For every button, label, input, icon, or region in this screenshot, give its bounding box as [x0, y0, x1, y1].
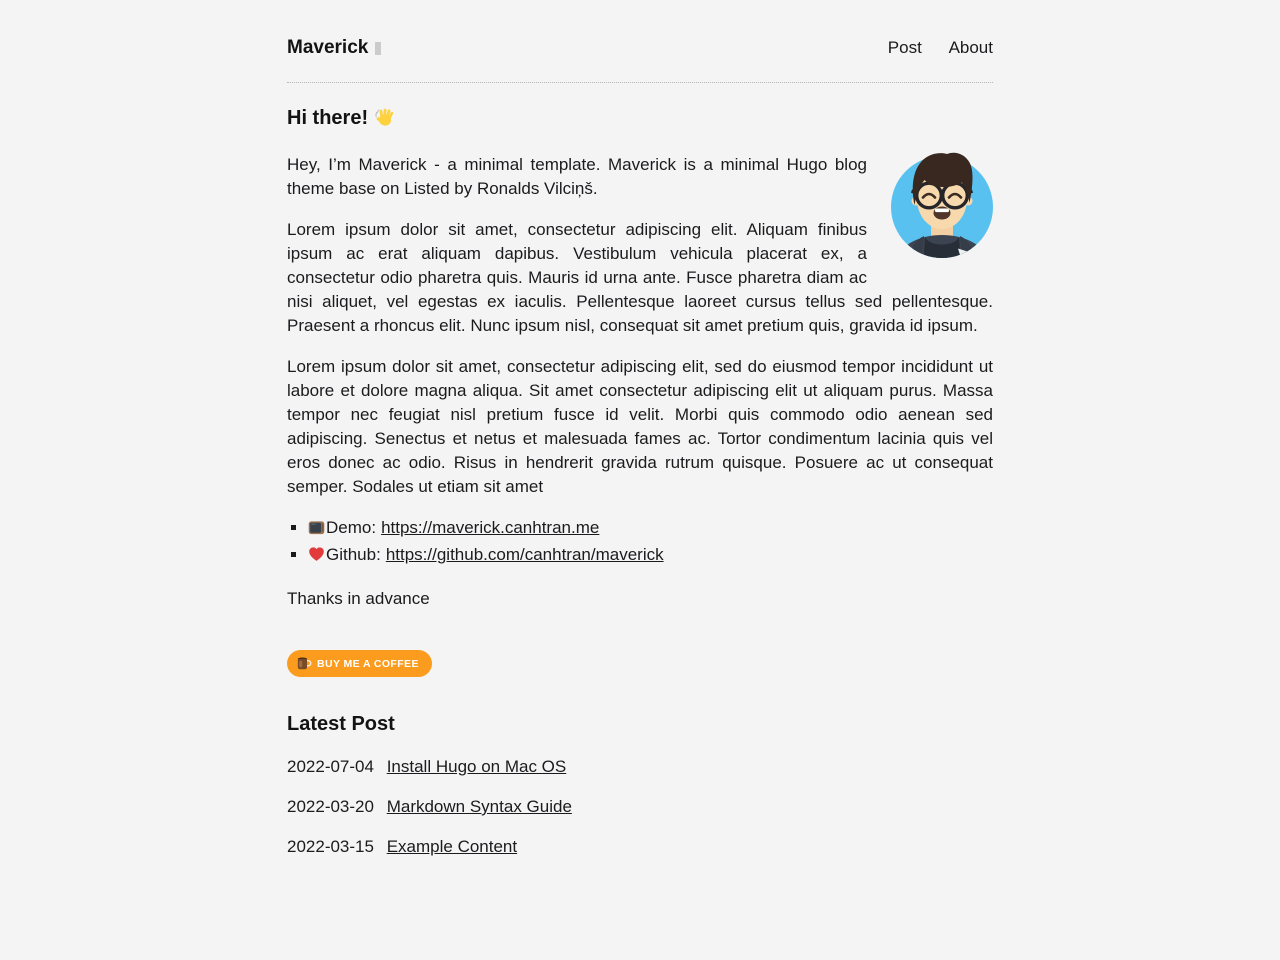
post-link-example-content[interactable]: Example Content	[386, 837, 518, 856]
intro-paragraph-2: Lorem ipsum dolor sit amet, consectetur adipiscing elit. Aliquam finibus ipsum ac erat aliquam dapibus. Vestibulum vehicula placerat ex, a consectetur odio pharetra quis. Mauris id urna ante. Fusce pharetra diam ac nisi aliquet, vel egestas ex iaculis. Pellentesque laoreet cursus tellus sed pellentesque. Praesent a rhoncus elit. Nunc ipsum nisl, consequat sit amet pretium quis, gravida id ipsum.	[287, 220, 993, 335]
latest-post-heading: Latest Post	[287, 713, 395, 735]
greeting-text: Hi there!	[287, 107, 369, 129]
post-link-markdown-guide[interactable]: Markdown Syntax Guide	[386, 797, 572, 816]
coffee-button-label: BUY ME A COFFEE	[317, 657, 419, 670]
site-title-text: Maverick	[287, 37, 369, 58]
buy-me-a-coffee-button[interactable]	[287, 650, 432, 677]
intro-paragraph-1-text: Hey, I’m Maverick - a minimal template. Maverick is a minimal Hugo blog theme base on Listed by Ronalds Vilciņš.	[287, 155, 867, 198]
post-link-install-hugo[interactable]: Install Hugo on Mac OS	[386, 757, 567, 776]
intro-paragraph-3: Lorem ipsum dolor sit amet, consectetur adipiscing elit, sed do eiusmod tempor incididunt ut labore et dolore magna aliqua. Sit amet consectetur adipiscing elit ut aliquam purus. Massa tempor nec feugiat nisl pretium fusce id velit. Morbi quis commodo odio aenean sed adipiscing. Senectus et netus et malesuada fames ac. Tortor condimentum lacinia quis vel eros donec ac odio. Risus in hendrerit gravida rutrum quisque. Posuere ac ut consequat semper. Sodales ut etiam sit amet	[287, 357, 993, 496]
heart-icon	[308, 548, 325, 567]
post-row	[287, 835, 993, 859]
github-link[interactable]: https://github.com/canhtran/maverick	[385, 545, 664, 564]
project-links-list	[287, 516, 993, 570]
site-header	[287, 36, 993, 83]
post-date: 2022-03-15	[287, 837, 374, 856]
list-item-github	[308, 543, 993, 570]
tv-icon	[308, 521, 325, 540]
nav-link-post[interactable]: Post	[887, 38, 922, 57]
waving-hand-icon	[374, 111, 396, 133]
list-item-demo	[308, 516, 993, 543]
demo-link[interactable]: https://maverick.canhtran.me	[381, 518, 600, 537]
post-row	[287, 795, 993, 819]
text-cursor-block	[375, 42, 381, 55]
thanks-text: Thanks in advance	[287, 589, 430, 608]
nav-link-about[interactable]: About	[948, 38, 993, 57]
main-nav	[866, 36, 993, 60]
site-title[interactable]	[287, 36, 381, 60]
github-label: Github:	[326, 545, 381, 564]
post-row	[287, 755, 993, 779]
post-date: 2022-03-20	[287, 797, 374, 816]
coffee-mug-icon	[295, 655, 312, 672]
man-avatar-illustration	[891, 149, 993, 264]
intro-paragraph-1	[287, 153, 993, 201]
demo-label: Demo:	[326, 518, 377, 537]
post-date: 2022-07-04	[287, 757, 374, 776]
greeting-heading	[287, 105, 993, 135]
page-container	[287, 0, 993, 859]
